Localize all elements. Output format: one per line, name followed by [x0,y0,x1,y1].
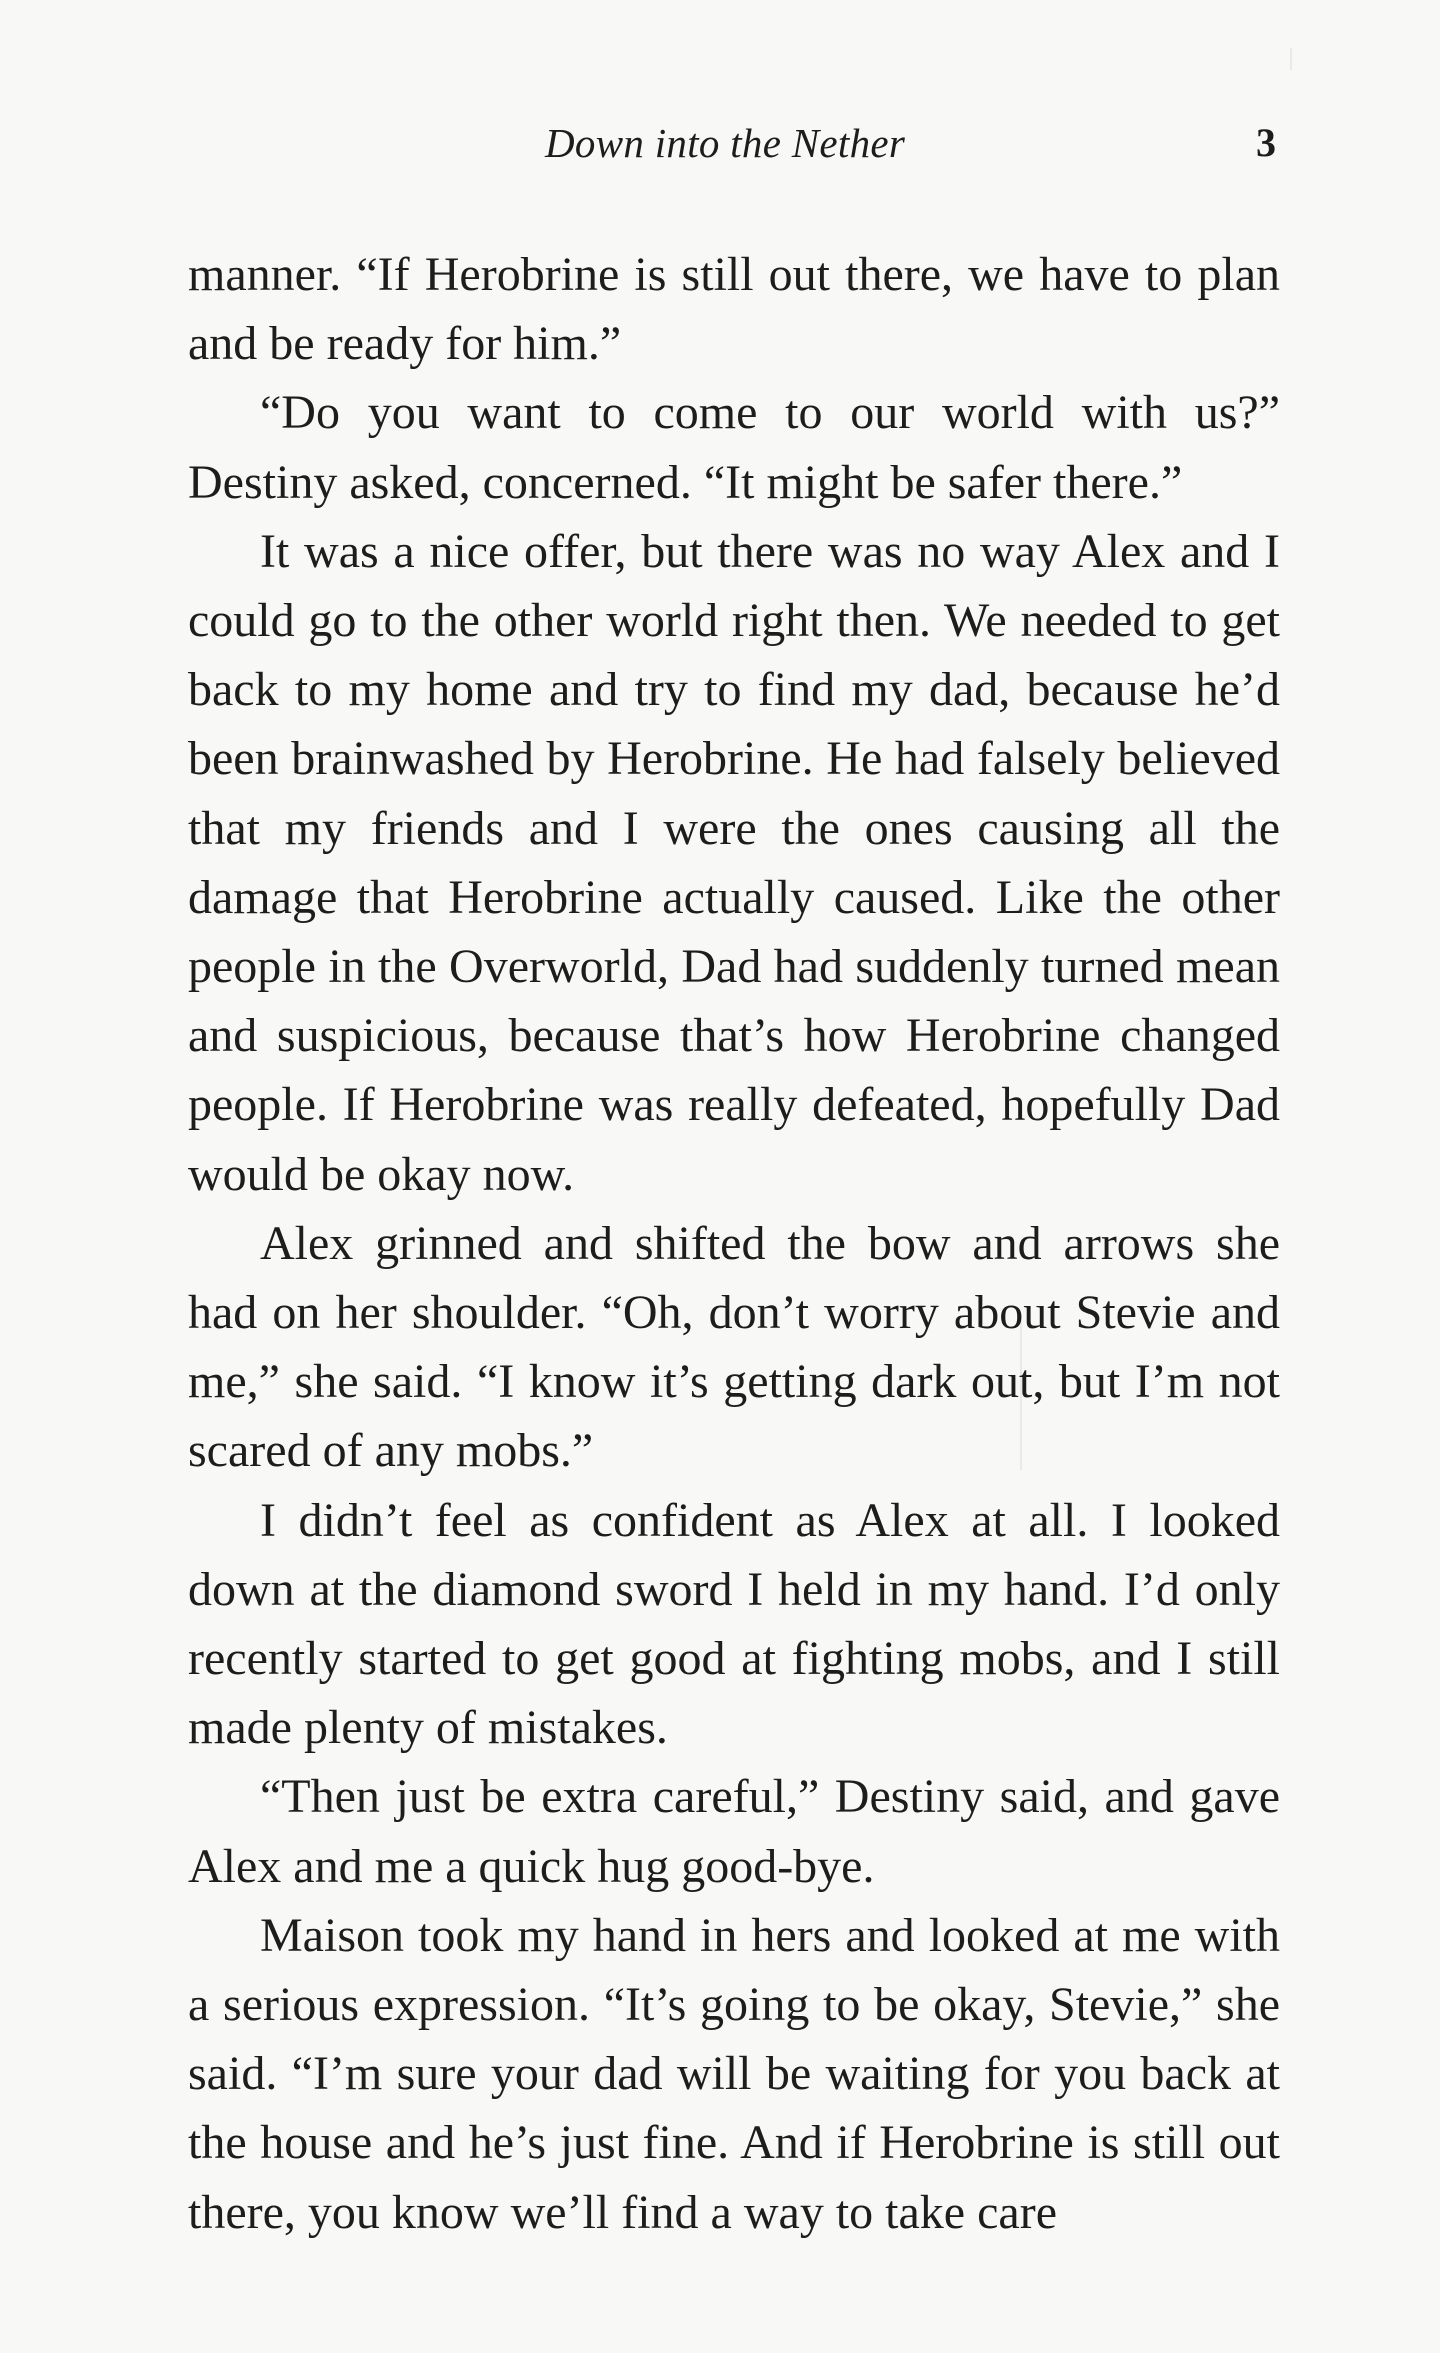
page-number: 3 [1256,120,1276,165]
paragraph: I didn’t feel as confident as Alex at all. I looked down at the diamond sword I held in my hand. I’d only recently started to get good at fighting mobs, and I still made plenty of mistakes. [188,1493,1280,1755]
running-head [0,108,1440,178]
paragraph: “Then just be extra careful,” Destiny said, and gave Alex and me a quick hug good-bye. [188,1770,1280,1893]
body-text [188,240,1280,2247]
paragraph: “Do you want to come to our world with us?” Destiny asked, concerned. “It might be safer there.” [188,386,1280,509]
paragraph: Alex grinned and shifted the bow and arrows she had on her shoulder. “Oh, don’t worry about Stevie and me,” she said. “I know it’s getting dark out, but I’m not scared of any mobs.” [188,1216,1280,1478]
paragraph: Maison took my hand in hers and looked at me with a serious expression. “It’s going to be okay, Stevie,” she said. “I’m sure your dad will be waiting for you back at the house and he’s just fine. And if Herobrine is still out there, you know we’ll find a way to take care [188,1908,1280,2239]
paragraph: manner. “If Herobrine is still out there, we have to plan and be ready for him.” [188,248,1280,371]
paragraph: It was a nice offer, but there was no way Alex and I could go to the other world right then. We needed to get back to my home and try to find my dad, because he’d been brainwashed by Herobrine. He had falsely believed that my friends and I were the ones causing all the damage that Herobrine actually caused. Like the other people in the Overworld, Dad had suddenly turned mean and suspicious, because that’s how Herobrine changed people. If Herobrine was really defeated, hopefully Dad would be okay now. [188,524,1280,1201]
scan-margin-mark [1290,48,1292,70]
running-title: Down into the Nether [545,120,906,166]
